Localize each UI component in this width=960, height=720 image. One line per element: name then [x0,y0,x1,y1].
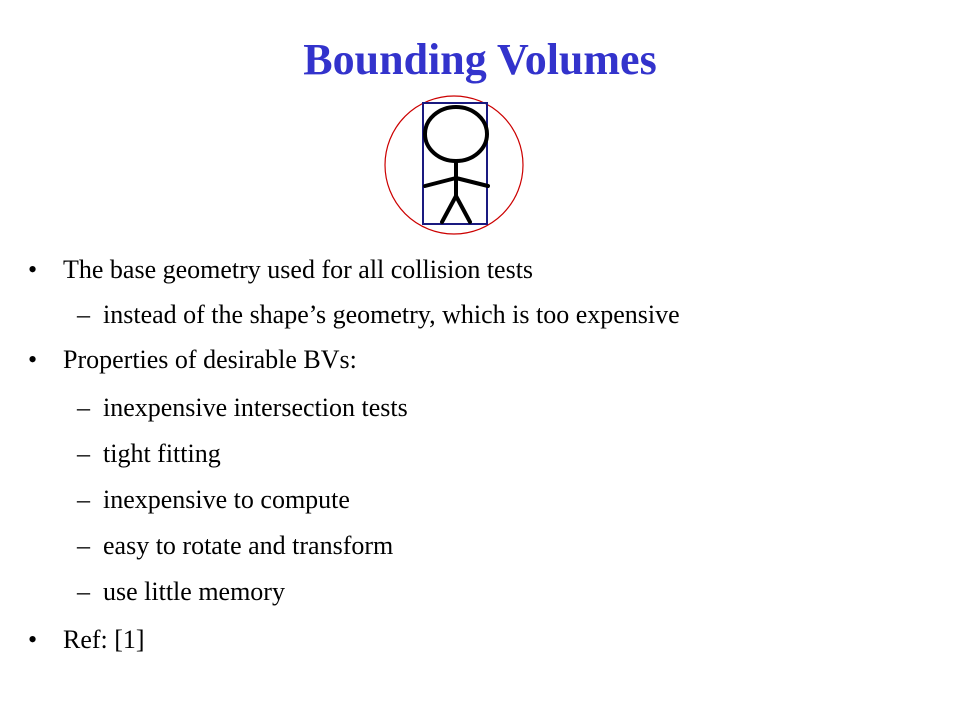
sub-bullet-text: tight fitting [103,439,221,468]
bullet-marker: • [28,625,38,654]
sub-bullet-marker: – [77,300,90,329]
slide-title: Bounding Volumes [303,35,657,84]
sub-bullet-marker: – [77,485,90,514]
sub-bullet-text: easy to rotate and transform [103,531,394,560]
sub-bullet-text: instead of the shape’s geometry, which is too expensive [103,300,680,329]
sub-bullet-marker: – [77,577,90,606]
sub-bullet-text: use little memory [103,577,285,606]
bullet-marker: • [28,255,38,284]
sub-bullet-text: inexpensive intersection tests [103,393,408,422]
sub-bullet-marker: – [77,531,90,560]
bullet-text: Ref: [1] [63,625,145,654]
bullet-marker: • [28,345,38,374]
bullet-text: The base geometry used for all collision tests [63,255,534,284]
sub-bullet-text: inexpensive to compute [103,485,350,514]
sub-bullet-marker: – [77,393,90,422]
sub-bullet-marker: – [77,439,90,468]
bullet-text: Properties of desirable BVs: [63,345,357,374]
